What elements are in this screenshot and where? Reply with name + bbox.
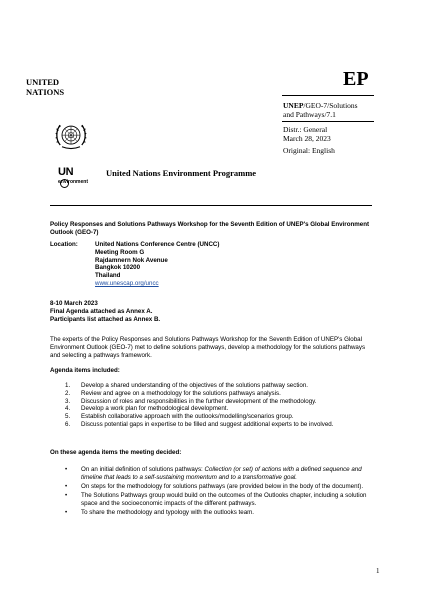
- location-label: Location:: [50, 241, 78, 248]
- meeting-dates: 8-10 March 2023: [50, 300, 98, 307]
- page-number: 1: [376, 567, 380, 575]
- agenda-list: [50, 382, 380, 429]
- bullet-icon: •: [65, 492, 68, 500]
- bullet-icon: •: [65, 483, 68, 491]
- org-name: [26, 77, 64, 97]
- decisions-heading: On these agenda items the meeting decided:: [50, 449, 182, 456]
- agenda-item: 6. Discuss potential gaps in expertise to be filled and suggest additional experts to be involved.: [65, 420, 334, 428]
- document-title: Policy Responses and Solutions Pathways Workshop for the Seventh Edition of UNEP's Global Environment Outlook (GEO-7): [50, 221, 370, 236]
- symbol-bold: UNEP: [283, 101, 304, 110]
- symbol-rule: [282, 121, 374, 122]
- document-symbol: [283, 101, 393, 119]
- unep-logo-subtext: environment: [58, 179, 89, 185]
- annex-b-note: Participants list attached as Annex B.: [50, 315, 161, 323]
- decision-item: • The Solutions Pathways group would build on the outcomes of the Outlooks chapter, including a solution space and the socioeconomic impacts of the different pathways.: [65, 492, 367, 508]
- distr-label: Distr.: General: [283, 125, 328, 134]
- location-line: United Nations Conference Centre (UNCC): [95, 241, 220, 248]
- location-line: Bangkok 10200: [95, 264, 141, 272]
- doc-date: March 28, 2023: [283, 134, 331, 143]
- location-line: Meeting Room G: [95, 248, 145, 256]
- agenda-item: 4. Develop a work plan for methodological development.: [65, 405, 229, 413]
- decision-item: • On steps for the methodology for solutions pathways (are provided below in the body of the document).: [65, 483, 364, 491]
- programme-name: United Nations Environment Programme: [106, 168, 257, 178]
- decisions-list: [50, 466, 375, 519]
- agenda-item: 1. Develop a shared understanding of the objectives of the solutions pathway section.: [65, 382, 309, 389]
- intro-paragraph: The experts of the Policy Responses and Solutions Pathways Workshop for the Seventh Edition of UNEP's Global Environment Outlook (GEO-7) met to define solutions pathways, develop a methodology for the solutions pathways and selecting a pathways framework.: [50, 336, 366, 359]
- bullet-icon: •: [65, 466, 68, 473]
- location-line: Thailand: [95, 272, 121, 280]
- meeting-dates-block: [50, 300, 160, 323]
- ep-mark: EP: [343, 68, 369, 90]
- org-name-line2: NATIONS: [26, 87, 65, 97]
- symbol-rest: /GEO-7/Solutions: [303, 101, 358, 110]
- location-link[interactable]: www.unescap.org/uncc: [95, 279, 159, 287]
- un-emblem-icon: [53, 118, 89, 154]
- decision-item: • To share the methodology and typology with the outlooks team.: [65, 509, 255, 517]
- agenda-item: 2. Review and agree on a methodology for the solutions pathways analysis.: [65, 389, 281, 397]
- header-rule-right: [282, 95, 374, 96]
- original-language: Original: English: [283, 146, 335, 155]
- bullet-icon: •: [65, 509, 68, 517]
- unep-logo-text: UN: [58, 166, 73, 190]
- agenda-item: 5. Establish collaborative approach with the outlooks/modelling/scenarios group.: [65, 413, 294, 421]
- decision-item: • On an initial definition of solutions pathways: Collection (or set) of actions with a defined sequence and timeline that leads to a self-sustaining momentum and to a transformative goal.: [65, 466, 362, 481]
- header-bottom-rule: [50, 205, 372, 206]
- location-address: [95, 241, 219, 288]
- agenda-item: 3. Discussion of roles and responsibilities in the further development of the methodology.: [65, 397, 317, 405]
- org-name-line1: UNITED: [26, 77, 60, 87]
- annex-a-note: Final Agenda attached as Annex A.: [50, 307, 153, 315]
- symbol-line2: and Pathways/7.1: [283, 110, 336, 119]
- location-line: Rajdamnern Nok Avenue: [95, 256, 168, 264]
- agenda-heading: Agenda items included:: [50, 367, 120, 374]
- distribution-info: [283, 125, 331, 143]
